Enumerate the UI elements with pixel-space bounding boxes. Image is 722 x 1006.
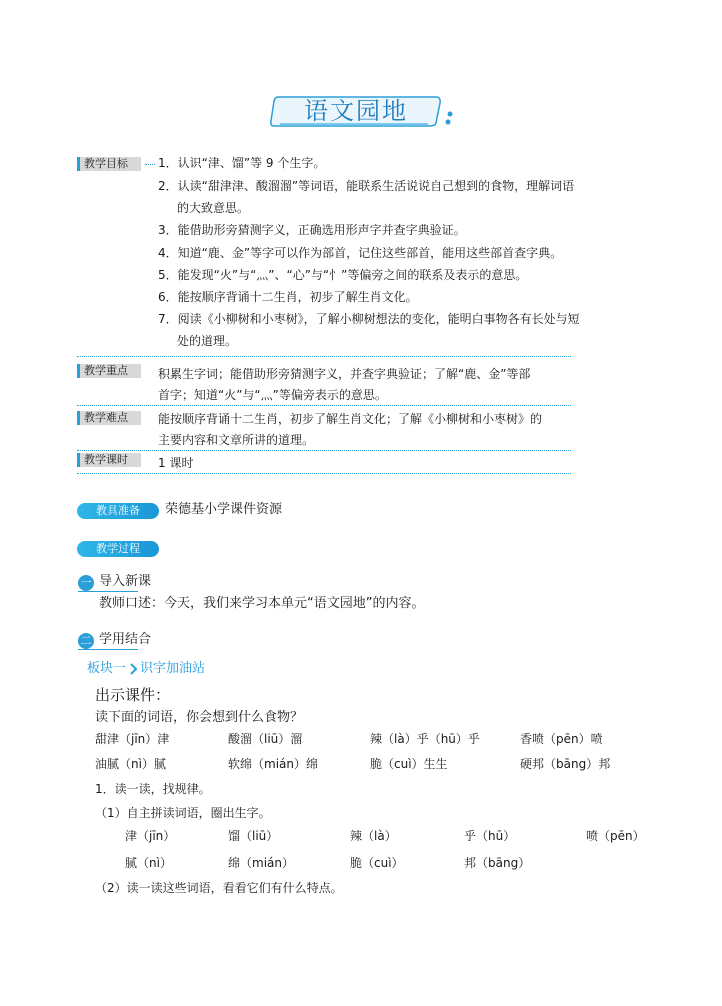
char-item: 津（jīn） xyxy=(125,829,176,843)
keypoints-label: 教学重点 xyxy=(77,364,141,378)
prep-value: 荣德基小学课件资源 xyxy=(165,502,283,517)
section-1-text: 教师口述：今天，我们来学习本单元“语文园地”的内容。 xyxy=(99,596,425,611)
process-label: 教学过程 xyxy=(77,541,159,557)
word-item: 硬邦（bāng）邦 xyxy=(520,757,611,771)
section-2-number: 二 xyxy=(78,633,94,649)
char-item: 邦（bāng） xyxy=(464,856,531,870)
block-1-label: 板块一 xyxy=(87,661,127,676)
hours-value: 1 课时 xyxy=(158,456,194,470)
goals-label: 教学目标 xyxy=(77,157,141,171)
keypoints-line-1: 积累生字词；能借助形旁猜测字义，并查字典验证；了解“鹿、金”等部 xyxy=(158,367,531,381)
goals-divider xyxy=(145,164,155,165)
divider xyxy=(77,473,571,474)
keypoints-line-2: 首字；知道“火”与“灬”等偏旁表示的意思。 xyxy=(158,388,387,402)
goal-5: 5．能发现“火”与“灬”、“心”与“忄”等偏旁之间的联系及表示的意思。 xyxy=(158,268,528,282)
word-item: 辣（là）乎（hū）乎 xyxy=(370,732,480,746)
goal-6: 6．能按顺序背诵十二生肖，初步了解生肖文化。 xyxy=(158,290,418,304)
word-item: 软绵（mián）绵 xyxy=(228,757,318,771)
char-item: 绵（mián） xyxy=(228,856,294,870)
block-1-title: 识字加油站 xyxy=(140,661,206,676)
char-item: 馏（liū） xyxy=(228,829,279,843)
word-item: 油腻（nì）腻 xyxy=(95,757,166,771)
goal-2-cont: 的大致意思。 xyxy=(177,201,250,215)
chevron-right-icon xyxy=(130,663,138,675)
section-2-line xyxy=(78,649,138,650)
goal-1: 1．认识“津、馏”等 9 个生字。 xyxy=(158,156,326,170)
word-item: 脆（cuì）生生 xyxy=(370,757,448,771)
divider xyxy=(77,405,571,406)
hours-label: 教学课时 xyxy=(77,453,141,467)
goal-7: 7．阅读《小柳树和小枣树》，了解小柳树想法的变化，能明白事物各有长处与短 xyxy=(158,312,580,326)
step-1a: （1）自主拼读词语，圈出生字。 xyxy=(95,806,271,820)
difficulties-line-2: 主要内容和文章所讲的道理。 xyxy=(158,433,315,447)
goal-3: 3．能借助形旁猜测字义，正确选用形声字并查字典验证。 xyxy=(158,223,466,237)
step-1: 1．读一读，找规律。 xyxy=(95,782,211,796)
divider xyxy=(77,450,571,451)
section-1-number: 一 xyxy=(78,575,94,591)
char-item: 腻（nì） xyxy=(125,856,172,870)
char-item: 辣（là） xyxy=(350,829,397,843)
section-2-title: 学用结合 xyxy=(99,632,152,647)
char-item: 乎（hū） xyxy=(464,829,516,843)
page-title: 语文园地 xyxy=(304,97,408,125)
char-item: 脆（cuì） xyxy=(350,856,404,870)
goal-2: 2．认读“甜津津、酸溜溜”等词语，能联系生活说说自己想到的食物，理解词语 xyxy=(158,179,575,193)
difficulties-label: 教学难点 xyxy=(77,411,141,425)
step-1b: （2）读一读这些词语，看看它们有什么特点。 xyxy=(95,881,343,895)
goal-4: 4．知道“鹿、金”等字可以作为部首，记住这些部首，能用这些部首查字典。 xyxy=(158,246,563,260)
divider xyxy=(77,356,571,357)
show-courseware: 出示课件： xyxy=(95,686,171,704)
section-1-line xyxy=(78,591,138,592)
prep-label: 教具准备 xyxy=(77,503,159,519)
section-1-title: 导入新课 xyxy=(99,574,152,589)
char-item: 喷（pēn） xyxy=(586,829,645,843)
word-item: 酸溜（liū）溜 xyxy=(228,732,303,746)
title-dots-icon xyxy=(443,110,455,126)
goal-7-cont: 处的道理。 xyxy=(177,334,238,348)
difficulties-line-1: 能按顺序背诵十二生肖，初步了解生肖文化；了解《小柳树和小枣树》的 xyxy=(158,412,543,426)
word-item: 香喷（pēn）喷 xyxy=(520,732,603,746)
prompt-text: 读下面的词语，你会想到什么食物？ xyxy=(95,710,304,725)
word-item: 甜津（jīn）津 xyxy=(95,732,170,746)
